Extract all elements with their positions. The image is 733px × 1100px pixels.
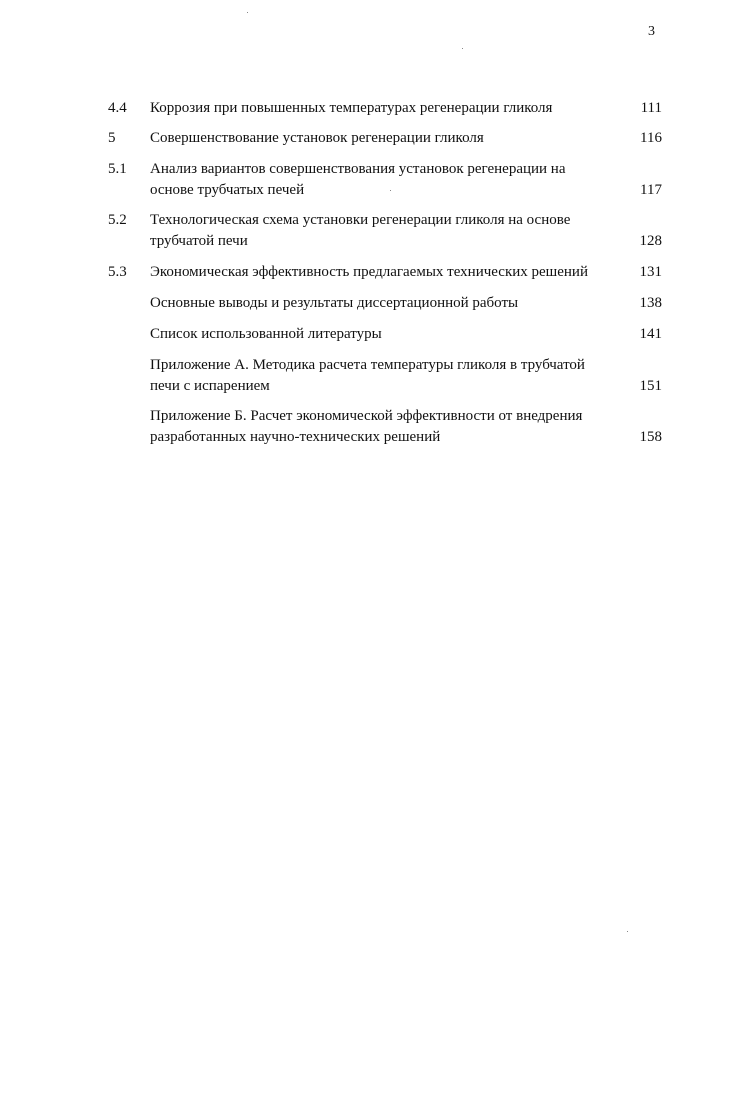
- toc-entry-title-line: разработанных научно-технических решений: [150, 429, 441, 445]
- toc-entry-number: 5.1: [108, 161, 127, 177]
- toc-entry-title-line: Приложение А. Методика расчета температуры гликоля в трубчатой: [150, 357, 585, 373]
- toc-entry-title: [150, 355, 630, 397]
- toc-entry-title-line: Совершенствование установок регенерации гликоля: [150, 130, 484, 146]
- toc-entry-page: 111: [640, 100, 662, 116]
- toc-entry-title: [150, 98, 630, 119]
- toc-entry-page: 138: [639, 295, 662, 311]
- toc-entry-title-line: печи с испарением: [150, 378, 270, 394]
- toc-entry-page: 128: [639, 233, 662, 249]
- scan-speck: [247, 12, 248, 13]
- toc-entry-page: 117: [640, 182, 662, 198]
- scan-speck: [390, 190, 391, 191]
- toc-entry-title: [150, 210, 630, 252]
- toc-entry-number: 4.4: [108, 100, 127, 116]
- toc-entry-title-line: Экономическая эффективность предлагаемых технических решений: [150, 264, 588, 280]
- toc-entry-title-line: Технологическая схема установки регенерации гликоля на основе: [150, 212, 571, 228]
- toc-entry-page: 131: [639, 264, 662, 280]
- toc-entry-page: 116: [640, 130, 662, 146]
- toc-entry-page: 151: [639, 378, 662, 394]
- toc-entry-title: [150, 159, 630, 201]
- toc-entry-title: [150, 262, 630, 283]
- toc-entry-title: [150, 128, 630, 149]
- toc-entry-title-line: трубчатой печи: [150, 233, 248, 249]
- toc-entry-page: 158: [639, 429, 662, 445]
- toc-entry-title: [150, 324, 630, 345]
- toc-entry-title-line: Приложение Б. Расчет экономической эффективности от внедрения: [150, 408, 583, 424]
- toc-entry-title-line: Коррозия при повышенных температурах регенерации гликоля: [150, 100, 553, 116]
- toc-entry-number: 5.2: [108, 212, 127, 228]
- toc-entry-title: [150, 293, 630, 314]
- toc-entry-title-line: Список использованной литературы: [150, 326, 382, 342]
- scan-speck: [462, 48, 463, 49]
- toc-entry-page: 141: [639, 326, 662, 342]
- toc-entry-title: [150, 406, 630, 448]
- toc-entry-title-line: Анализ вариантов совершенствования установок регенерации на: [150, 161, 566, 177]
- scan-speck: [627, 931, 628, 932]
- toc-entry-title-line: основе трубчатых печей: [150, 182, 305, 198]
- toc-entry-number: 5: [108, 130, 116, 146]
- toc-entry-title-line: Основные выводы и результаты диссертационной работы: [150, 295, 519, 311]
- toc-entry-number: 5.3: [108, 264, 127, 280]
- page-number: 3: [648, 24, 655, 39]
